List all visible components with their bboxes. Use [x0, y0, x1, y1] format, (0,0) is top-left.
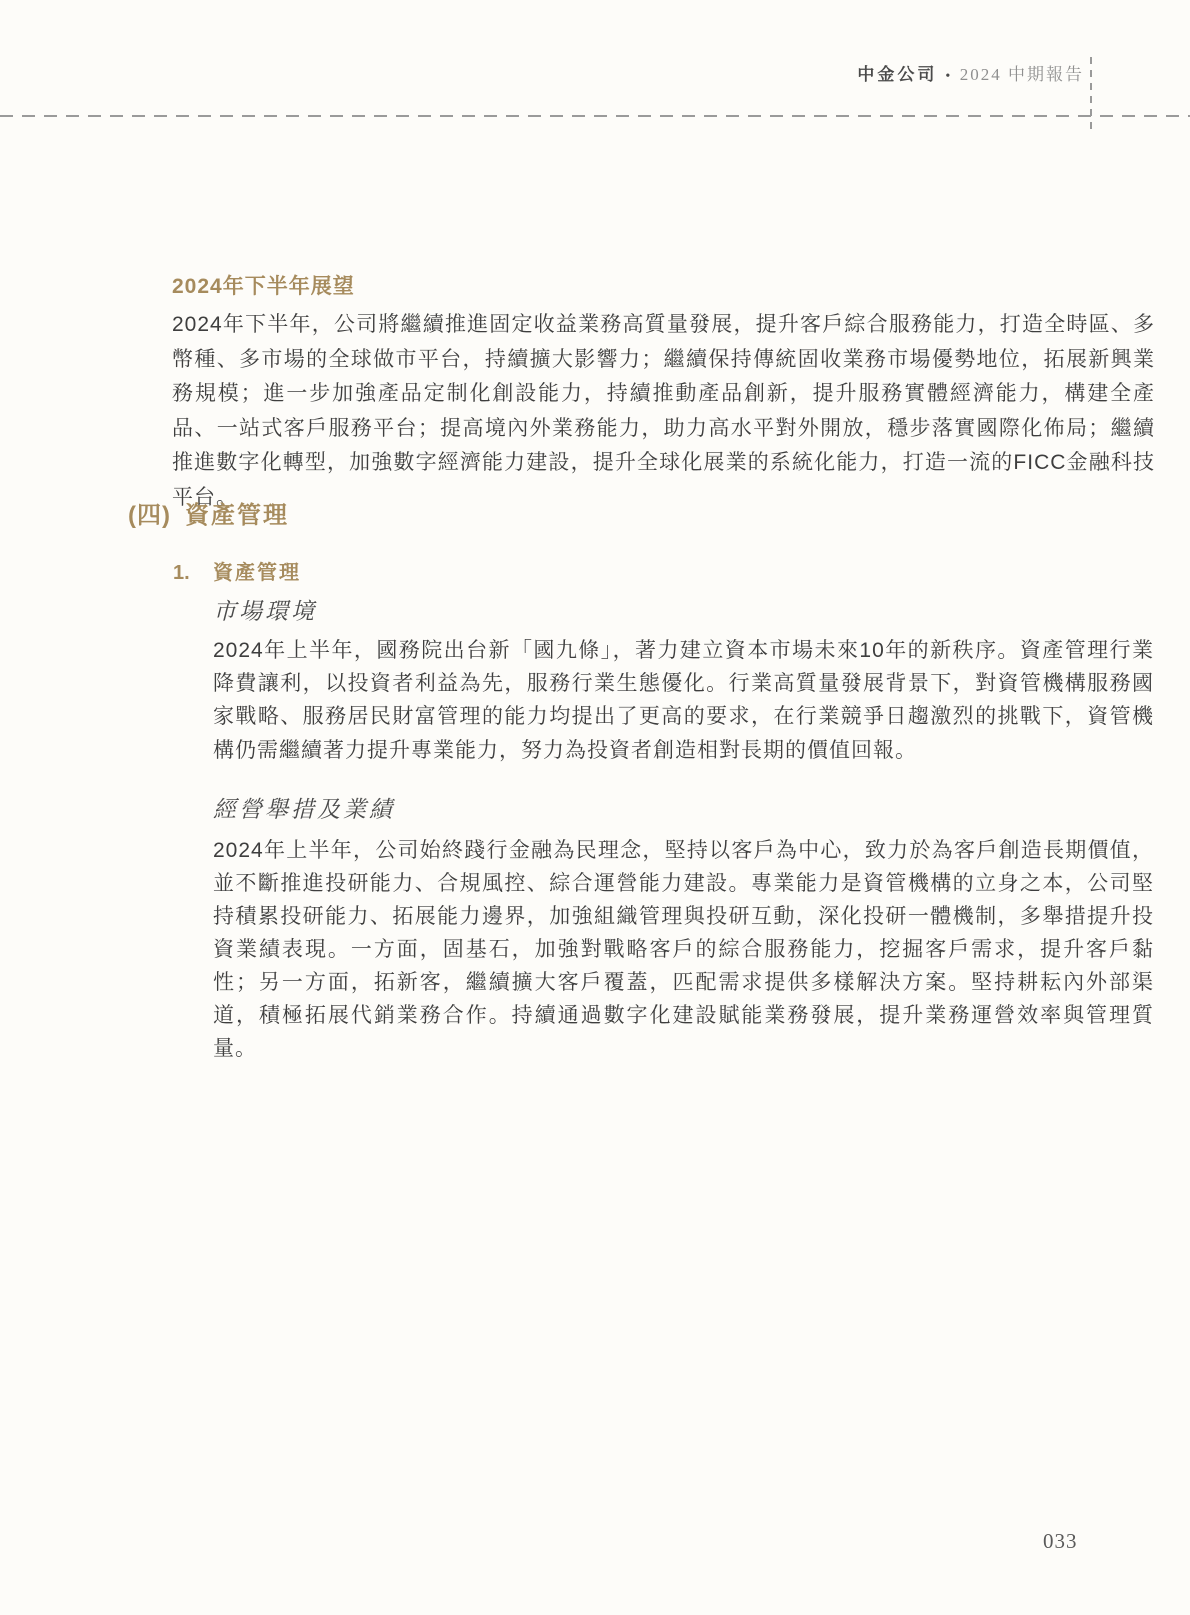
subsection-title: 資產管理	[213, 562, 301, 584]
subsection-heading-asset-management	[173, 556, 301, 585]
operations-heading: 經營舉措及業績	[213, 797, 395, 822]
outlook-heading: 2024年下半年展望	[172, 275, 355, 298]
market-environment-paragraph: 2024年上半年，國務院出台新「國九條」，著力建立資本市場未來10年的新秩序。資產管理行業降費讓利，以投資者利益為先，服務行業生態優化。行業高質量發展背景下，對資管機構服務國家戰略、服務居民財富管理的能力均提出了更高的要求，在行業競爭日趨激烈的挑戰下，資管機構仍需繼續著力提升專業能力，努力為投資者創造相對長期的價值回報。	[213, 639, 1154, 762]
page-number: 033	[1043, 1529, 1078, 1553]
section-title: 資產管理	[184, 502, 289, 529]
section-number: (四)	[128, 502, 171, 529]
header-bullet-separator: •	[945, 69, 952, 84]
vertical-dashed-divider	[1090, 57, 1092, 134]
market-environment-heading: 市場環境	[213, 599, 317, 624]
outlook-paragraph: 2024年下半年，公司將繼續推進固定收益業務高質量發展，提升客戶綜合服務能力，打造全時區、多幣種、多市場的全球做市平台，持續擴大影響力；繼續保持傳統固收業務市場優勢地位，拓展新興業務規模；進一步加強產品定制化創設能力，持續推動產品創新，提升服務實體經濟能力，構建全產品、一站式客戶服務平台；提高境內外業務能力，助力高水平對外開放，穩步落實國際化佈局；繼續推進數字化轉型，加強數字經濟能力建設，提升全球化展業的系統化能力，打造一流的FICC金融科技平台。	[172, 313, 1155, 509]
horizontal-dashed-divider	[0, 115, 1190, 117]
page-header	[857, 60, 1084, 85]
report-title: 2024 中期報告	[959, 65, 1084, 84]
company-name: 中金公司	[857, 65, 938, 84]
subsection-number: 1.	[173, 562, 190, 584]
operations-paragraph: 2024年上半年，公司始終踐行金融為民理念，堅持以客戶為中心，致力於為客戶創造長期價值，並不斷推進投研能力、合規風控、綜合運營能力建設。專業能力是資管機構的立身之本，公司堅持積累投研能力、拓展能力邊界，加強組織管理與投研互動，深化投研一體機制，多舉措提升投資業績表現。一方面，固基石，加強對戰略客戶的綜合服務能力，挖掘客戶需求，提升客戶黏性；另一方面，拓新客，繼續擴大客戶覆蓋，匹配需求提供多樣解決方案。堅持耕耘內外部渠道，積極拓展代銷業務合作。持續通過數字化建設賦能業務發展，提升業務運營效率與管理質量。	[213, 839, 1154, 1060]
section-heading-asset-management	[128, 495, 289, 530]
